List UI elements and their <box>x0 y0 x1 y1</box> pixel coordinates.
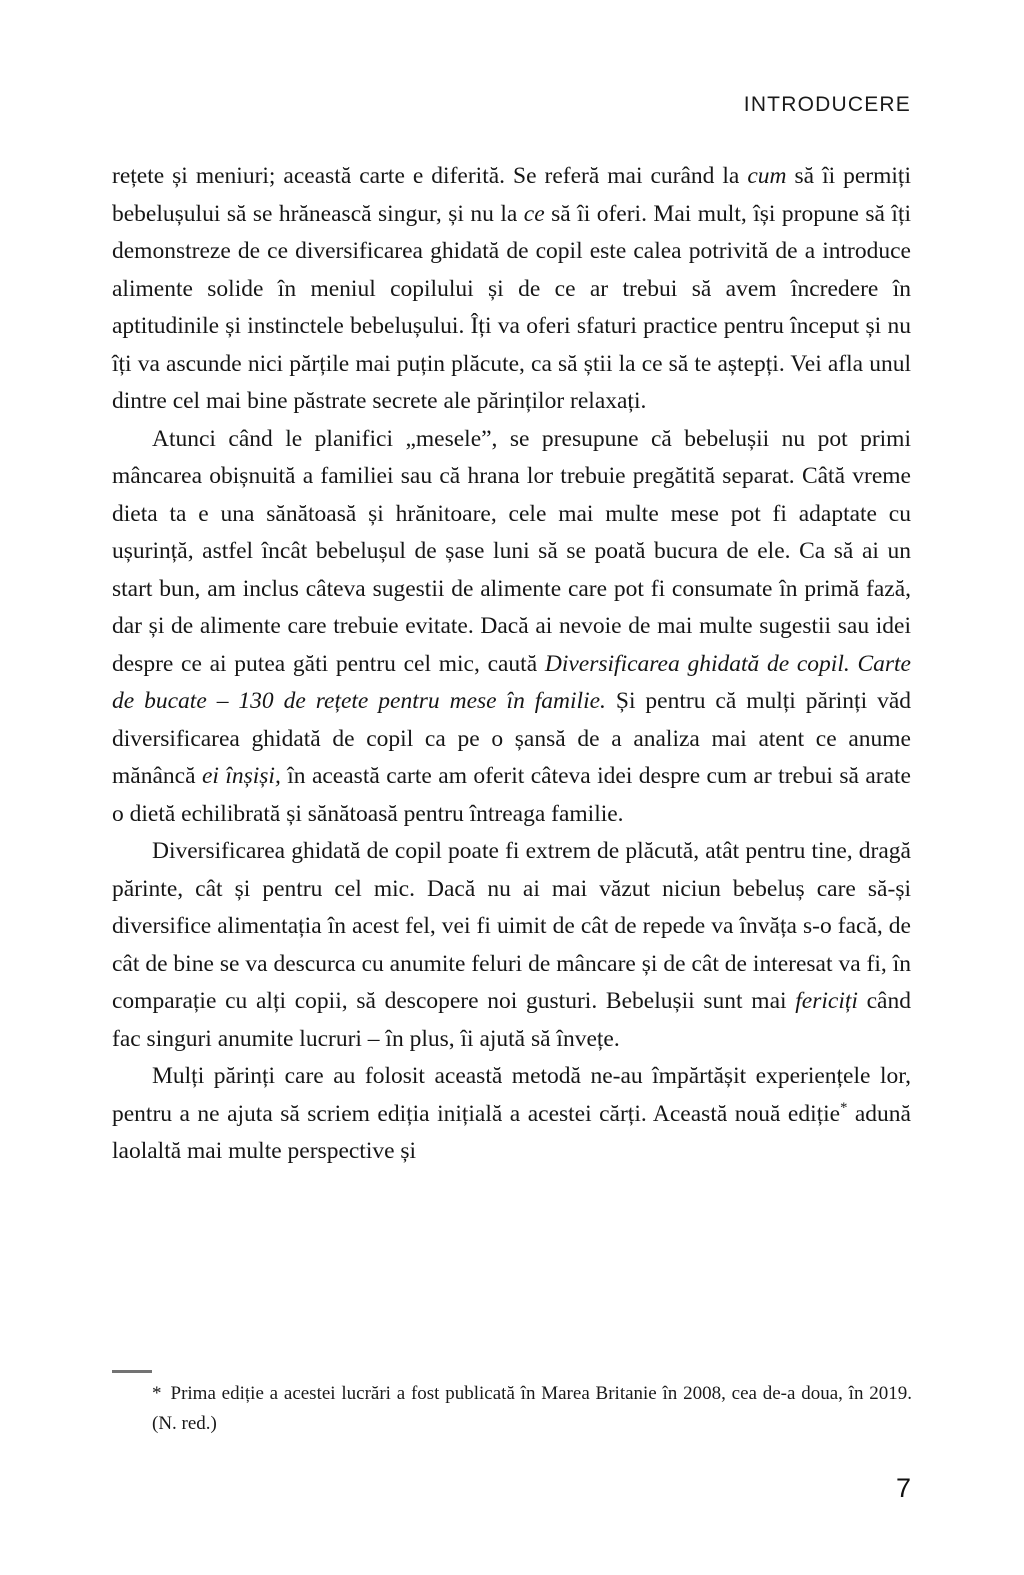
italic-text-run: fericiți <box>795 988 858 1014</box>
footnote <box>152 1379 912 1439</box>
italic-text-run: ei înșiși, <box>201 763 281 789</box>
paragraph <box>112 1058 911 1171</box>
text-run: Mulți părinți care au folosit această metodă ne-au împărtășit experiențele lor, pentru a ne ajuta să scriem ediția inițială a acestei cărți. Această nouă ediție <box>112 1063 911 1127</box>
body-text <box>112 158 911 1171</box>
text-run: să îi permiți bebelușului să se hrănească singur, și nu la <box>112 163 911 227</box>
running-head: INTRODUCERE <box>743 93 911 116</box>
text-run: să îi oferi. Mai mult, își propune să îți demonstreze de ce diversificarea ghidată de copil este calea potrivită de a introduce alimente solide în meniul copilului și de ce ar trebui să avem încredere în aptitudinile și instinctele bebelușului. Îți va oferi sfaturi practice pentru început și nu îți va ascunde nici părțile mai puțin plăcute, ca să știi la ce să te aștepți. Vei afla unul dintre cel mai bine păstrate secrete ale părinților relaxați. <box>112 200 912 414</box>
text-run: Și pentru că mulți părinți văd diversificarea ghidată de copil ca pe o șansă de a analiza mai atent ce anume mănâncă <box>112 688 911 789</box>
text-run: în această carte am oferit câteva idei despre cum ar trebui să arate o dietă echilibrată și sănătoasă pentru întreaga familie. <box>112 763 911 827</box>
paragraph <box>112 421 911 834</box>
italic-text-run: Diversificarea ghidată de copil. Carte de bucate – 130 de rețete pentru mese în familie. <box>112 650 911 714</box>
footnote-rule <box>112 1370 152 1373</box>
footnote-reference-marker: * <box>840 1099 848 1116</box>
footnote-text: Prima ediție a acestei lucrări a fost publicată în Marea Britanie în 2008, cea de-a doua, în 2019. (N. red.) <box>152 1383 912 1434</box>
text-run: Diversificarea ghidată de copil poate fi extrem de plăcută, atât pentru tine, dragă părinte, cât și pentru cel mic. Dacă nu ai mai văzut niciun bebeluș care să-și diversifice alimentația în acest fel, vei fi uimit de cât de repede va învăța s-o facă, de cât de bine se va descurca cu anumite feluri de mâncare și de cât de interesat va fi, în comparație cu alți copii, să descopere noi gusturi. Bebelușii sunt mai <box>112 838 911 1014</box>
text-run: rețete și meniuri; această carte e diferită. Se referă mai curând la <box>112 163 748 189</box>
italic-text-run: ce <box>523 200 545 227</box>
text-run: când fac singuri anumite lucruri – în plus, îi ajută să învețe. <box>112 988 911 1052</box>
page-number: 7 <box>895 1473 911 1503</box>
text-run: adună laolaltă mai multe perspective și <box>112 1100 911 1164</box>
italic-text-run: cum <box>747 163 787 189</box>
footnote-marker: * <box>152 1383 162 1404</box>
text-run: Atunci când le planifici „mesele”, se presupune că bebelușii nu pot primi mâncarea obișnuită a familiei sau că hrana lor trebuie pregătită separat. Câtă vreme dieta ta e una sănătoasă și hrănitoare, cele mai multe mese pot fi adaptate cu ușurință, astfel încât bebelușul de șase luni să se poată bucura de ele. Ca să ai un start bun, am inclus câteva sugestii de alimente care pot fi consumate în primă fază, dar și de alimente care trebuie evitate. Dacă ai nevoie de mai multe sugestii sau idei despre ce ai putea găti pentru cel mic, caută <box>112 425 911 677</box>
paragraph <box>112 833 911 1058</box>
paragraph <box>112 158 911 421</box>
